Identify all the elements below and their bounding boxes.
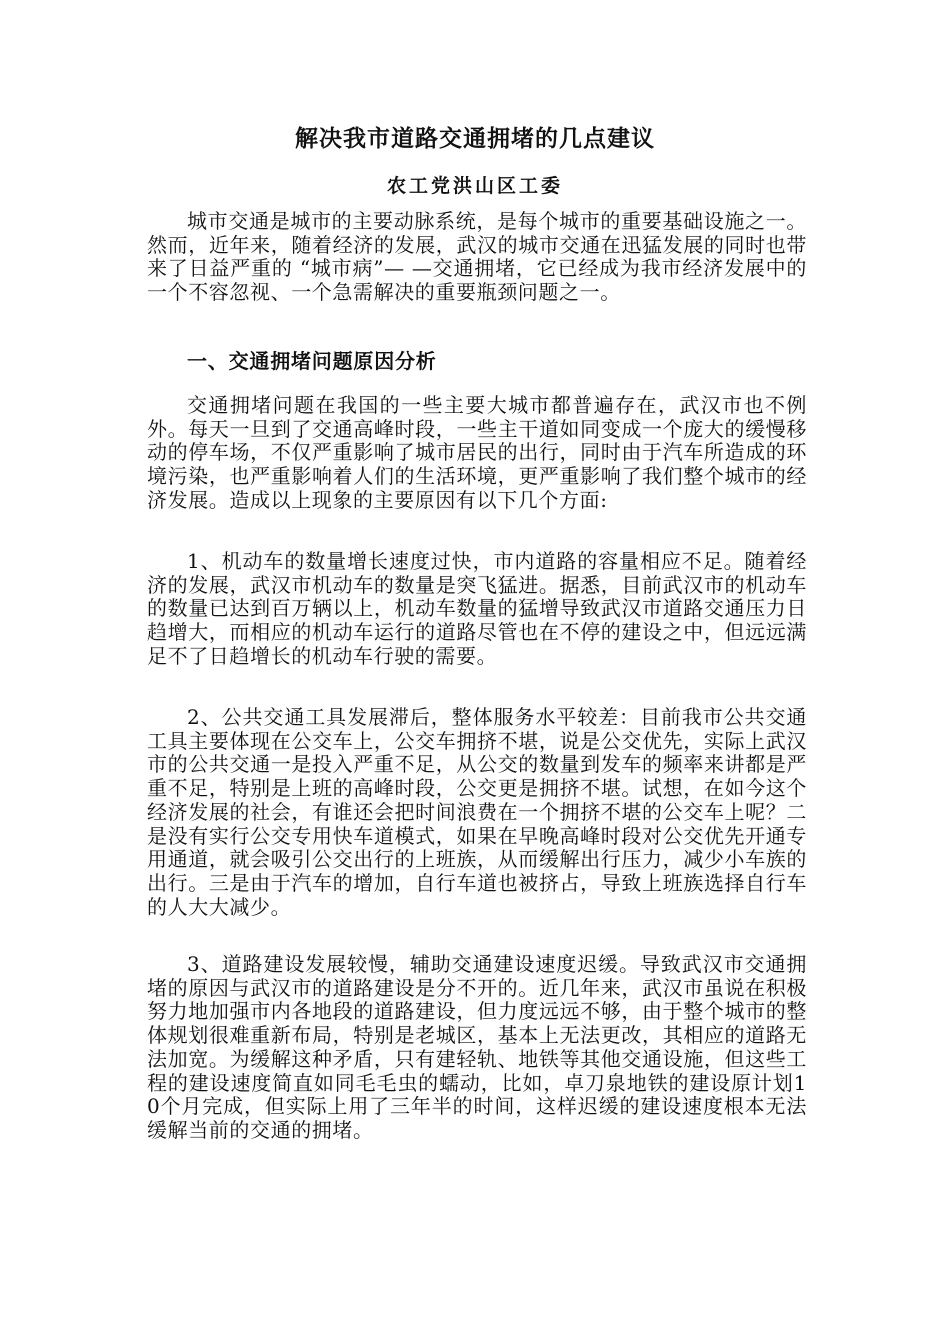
point3-block [147, 953, 807, 1143]
point3-paragraph: 3、道路建设发展较慢，辅助交通建设速度迟缓。导致武汉市交通拥堵的原因与武汉市的道路建设是分不开的。近几年来，武汉市虽说在积极努力地加强市内各地段的道路建设，但力度远远不够，由于整个城市的整体规划很难重新布局，特别是老城区，基本上无法更改，其相应的道路无法加宽。为缓解这种矛盾，只有建轻轨、地铁等其他交通设施，但这些工程的建设速度简直如同毛毛虫的蠕动，比如，卓刀泉地铁的建设原计划10个月完成，但实际上用了三年半的时间，这样迟缓的建设速度根本无法缓解当前的交通的拥堵。 [147, 952, 807, 1142]
section1-intro-paragraph: 交通拥堵问题在我国的一些主要大城市都普遍存在，武汉市也不例外。每天一旦到了交通高峰时段，一些主干道如同变成一个庞大的缓慢移动的停车场，不仅严重影响了城市居民的出行，同时由于汽车所造成的环境污染，也严重影响着人们的生活环境，更严重影响了我们整个城市的经济发展。造成以上现象的主要原因有以下几个方面: [147, 393, 807, 512]
intro-block [147, 210, 807, 305]
point2-block [147, 706, 807, 919]
document-author: 农工党洪山区工委 [386, 175, 563, 197]
point1-block [147, 550, 807, 669]
section1-heading-block [147, 349, 807, 373]
section-heading: 一、交通拥堵问题原因分析 [187, 349, 437, 373]
document-title: 解决我市道路交通拥堵的几点建议 [295, 125, 655, 152]
point1-paragraph: 1、机动车的数量增长速度过快，市内道路的容量相应不足。随着经济的发展，武汉市机动车的数量是突飞猛进。据悉，目前武汉市的机动车的数量已达到百万辆以上，机动车数量的猛增导致武汉市道路交通压力日趋增大，而相应的机动车运行的道路尽管也在不停的建设之中，但远远满足不了日趋增长的机动车行驶的需要。 [147, 549, 807, 668]
section1-intro-block [147, 394, 807, 513]
point2-paragraph: 2、公共交通工具发展滞后，整体服务水平较差：目前我市公共交通工具主要体现在公交车上，公交车拥挤不堪，说是公交优先，实际上武汉市的公共交通一是投入严重不足，从公交的数量到发车的频率来讲都是严重不足，特别是上班的高峰时段，公交更是拥挤不堪。试想，在如今这个经济发展的社会，有谁还会把时间浪费在一个拥挤不堪的公交车上呢？二是没有实行公交专用快车道模式，如果在早晚高峰时段对公交优先开通专用通道，就会吸引公交出行的上班族，从而缓解出行压力，减少小车族的出行。三是由于汽车的增加，自行车道也被挤占，导致上班族选择自行车的人大大减少。 [147, 705, 807, 919]
intro-paragraph: 城市交通是城市的主要动脉系统，是每个城市的重要基础设施之一。然而，近年来，随着经济的发展，武汉的城市交通在迅猛发展的同时也带来了日益严重的 “城市病”— —交通拥堵，它已经成为我市经济发展中的一个不容忽视、一个急需解决的重要瓶颈问题之一。 [147, 209, 807, 305]
